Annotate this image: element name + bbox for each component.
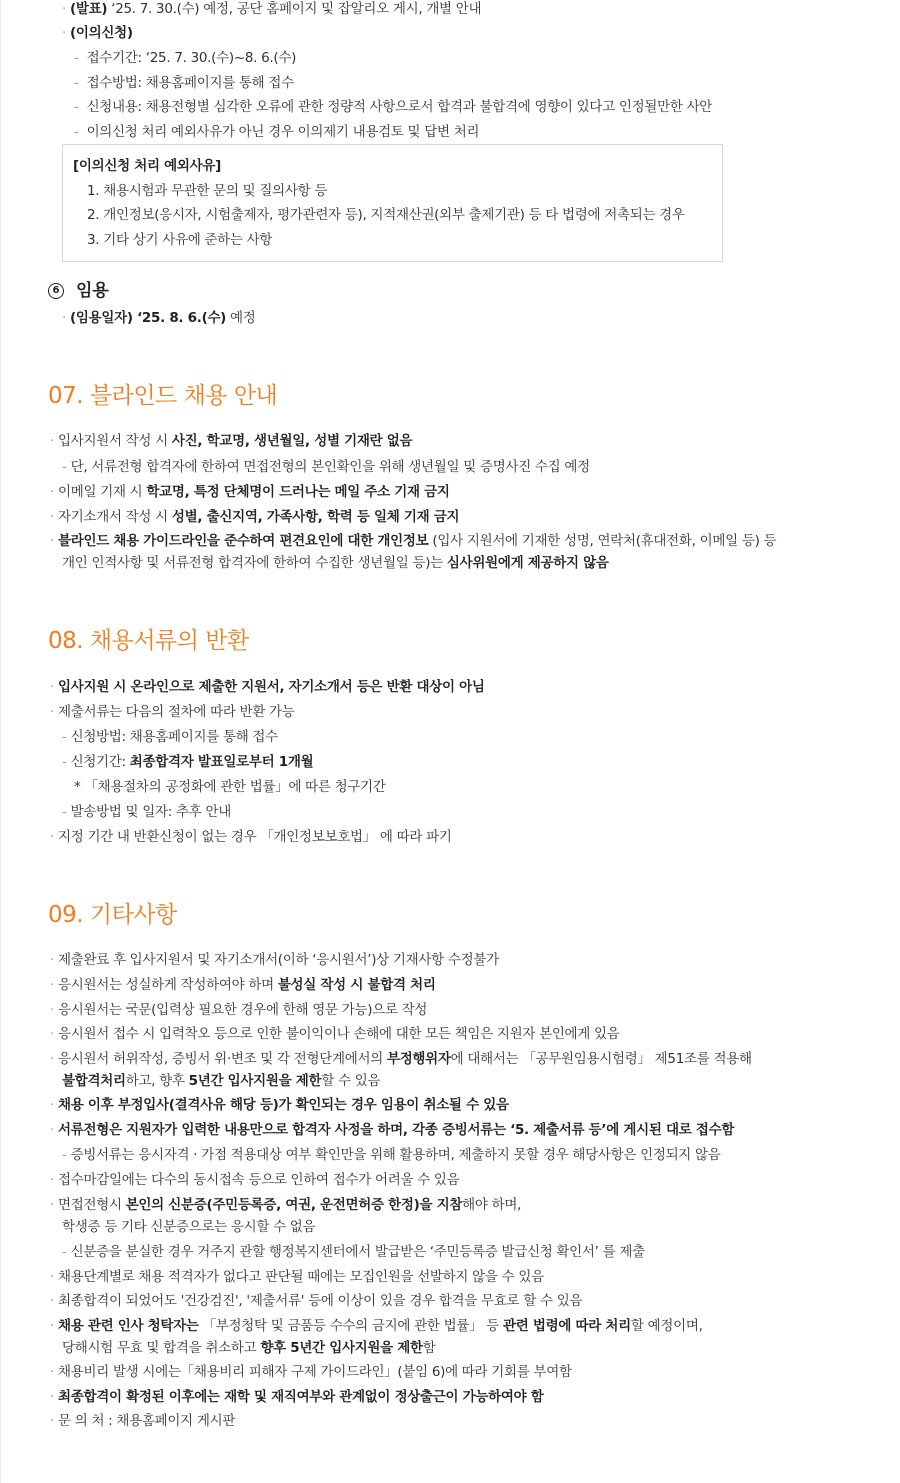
exception-item: 3. 기타 상기 사유에 준하는 사항 [87,232,273,248]
section-title-08: 08. 채용서류의 반환 [48,628,249,654]
objection-item: - 이의신청 처리 예외사유가 아닌 경우 이의제기 내용검토 및 답변 처리 [74,124,480,140]
list-item: - 신청기간: 최종합격자 발표일로부터 1개월 [62,754,314,770]
left-rule [0,0,1,1483]
objection-heading: · (이의신청) [62,25,133,41]
list-item: · 지정 기간 내 반환신청이 없는 경우 「개인정보보호법」 에 따라 파기 [50,829,452,845]
list-item: * 「채용절차의 공정화에 관한 법률」에 따른 청구기간 [74,779,386,795]
list-item: · 채용단계별로 채용 적격자가 없다고 판단될 때에는 모집인원을 선발하지 않을 수 있음 [50,1269,544,1285]
objection-item: - 접수기간: ‘25. 7. 30.(수)~8. 6.(수) [74,50,297,66]
list-item: · 자기소개서 작성 시 성별, 출신지역, 가족사항, 학력 등 일체 기재 금지 [50,509,460,525]
list-item: · 채용 이후 부정입사(결격사유 해당 등)가 확인되는 경우 임용이 취소될 수 있음 [50,1097,509,1113]
list-item: - 증빙서류는 응시자격 · 가점 적용대상 여부 확인만을 위해 활용하며, 제출하지 못할 경우 해당사항은 인정되지 않음 [62,1147,721,1163]
objection-item: - 접수방법: 채용홈페이지를 통해 접수 [74,75,294,91]
list-item: - 발송방법 및 일자: 추후 안내 [62,804,231,820]
exception-item: 1. 채용시험과 무관한 문의 및 질의사항 등 [87,183,328,199]
section-title-07: 07. 블라인드 채용 안내 [48,383,278,409]
appointment-title: 임용 [76,281,109,301]
list-item: · 문 의 처 : 채용홈페이지 게시판 [50,1413,236,1429]
list-item: · 응시원서 허위작성, 증빙서 위·변조 및 각 전형단계에서의 부정행위자에 대해서는 「공무원임용시험령」 제51조를 적용해 [50,1051,752,1067]
list-item-continued: 불합격처리하고, 향후 5년간 입사지원을 제한할 수 있음 [62,1073,381,1089]
exception-box [62,144,723,262]
step-number-badge: 6 [48,283,64,299]
exception-box-title: [이의신청 처리 예외사유] [73,158,221,174]
list-item: · 제출완료 후 입사지원서 및 자기소개서(이하 ‘응시원서’)상 기재사항 수정불가 [50,952,499,968]
list-item: - 신분증을 분실한 경우 거주지 관할 행정복지센터에서 발급받은 ‘주민등록증 발급신청 확인서’ 를 제출 [62,1244,645,1260]
list-item: · 최종합격이 확정된 이후에는 재학 및 재직여부와 관계없이 정상출근이 가능하여야 함 [50,1389,544,1405]
list-item: · 제출서류는 다음의 절차에 따라 반환 가능 [50,704,295,720]
list-item: · 입사지원 시 온라인으로 제출한 지원서, 자기소개서 등은 반환 대상이 아님 [50,679,485,695]
list-item: - 단, 서류전형 합격자에 한하여 면접전형의 본인확인을 위해 생년월일 및 증명사진 수집 예정 [62,459,590,475]
list-item: · 응시원서는 국문(입력상 필요한 경우에 한해 영문 가능)으로 작성 [50,1002,428,1018]
appointment-date: · (임용일자) ‘25. 8. 6.(수) 예정 [62,310,256,326]
list-item: · 서류전형은 지원자가 입력한 내용만으로 합격자 사정을 하며, 각종 증빙서류는 ‘5. 제출서류 등’에 게시된 대로 접수함 [50,1122,735,1138]
list-item: · 이메일 기재 시 학교명, 특정 단체명이 드러나는 메일 주소 기재 금지 [50,484,450,500]
section-title-09: 09. 기타사항 [48,902,177,928]
list-item: · 블라인드 채용 가이드라인을 준수하여 편견요인에 대한 개인정보 (입사 지원서에 기재한 성명, 연락처(휴대전화, 이메일 등) 등 [50,533,777,549]
list-item: · 면접전형시 본인의 신분증(주민등록증, 여권, 운전면허증 한정)을 지참해야 하며, [50,1197,522,1213]
list-item-continued: 학생증 등 기타 신분증으로는 응시할 수 없음 [62,1219,316,1235]
list-item-continued: 개인 인적사항 및 서류전형 합격자에 한하여 수집한 생년월일 등)는 심사위원에게 제공하지 않음 [62,555,609,571]
announce-item: · (발표) ‘25. 7. 30.(수) 예정, 공단 홈페이지 및 잡알리오 게시, 개별 안내 [62,1,482,17]
exception-item: 2. 개인정보(응시자, 시험출제자, 평가관련자 등), 지적재산권(외부 출제기관) 등 타 법령에 저촉되는 경우 [87,207,685,223]
list-item: · 응시원서는 성실하게 작성하여야 하며 불성실 작성 시 불합격 처리 [50,977,436,993]
list-item: · 입사지원서 작성 시 사진, 학교명, 생년월일, 성별 기재란 없음 [50,433,413,449]
list-item: · 응시원서 접수 시 입력착오 등으로 인한 불이익이나 손해에 대한 모든 책임은 지원자 본인에게 있음 [50,1026,620,1042]
objection-item: - 신청내용: 채용전형별 심각한 오류에 관한 정량적 사항으로서 합격과 불합격에 영향이 있다고 인정될만한 사안 [74,99,713,115]
list-item: · 채용비리 발생 시에는「채용비리 피해자 구제 가이드라인」(붙임 6)에 따라 기회를 부여함 [50,1364,572,1380]
list-item: · 접수마감일에는 다수의 동시접속 등으로 인하여 접수가 어려울 수 있음 [50,1172,460,1188]
list-item: · 최종합격이 되었어도 '건강검진', '제출서류' 등에 이상이 있을 경우 합격을 무효로 할 수 있음 [50,1293,583,1309]
list-item: - 신청방법: 채용홈페이지를 통해 접수 [62,729,278,745]
list-item-continued: 당해시험 무효 및 합격을 취소하고 향후 5년간 입사지원을 제한함 [62,1340,436,1356]
list-item: · 채용 관련 인사 청탁자는 「부정청탁 및 금품등 수수의 금지에 관한 법률」 등 관련 법령에 따라 처리할 예정이며, [50,1318,703,1334]
